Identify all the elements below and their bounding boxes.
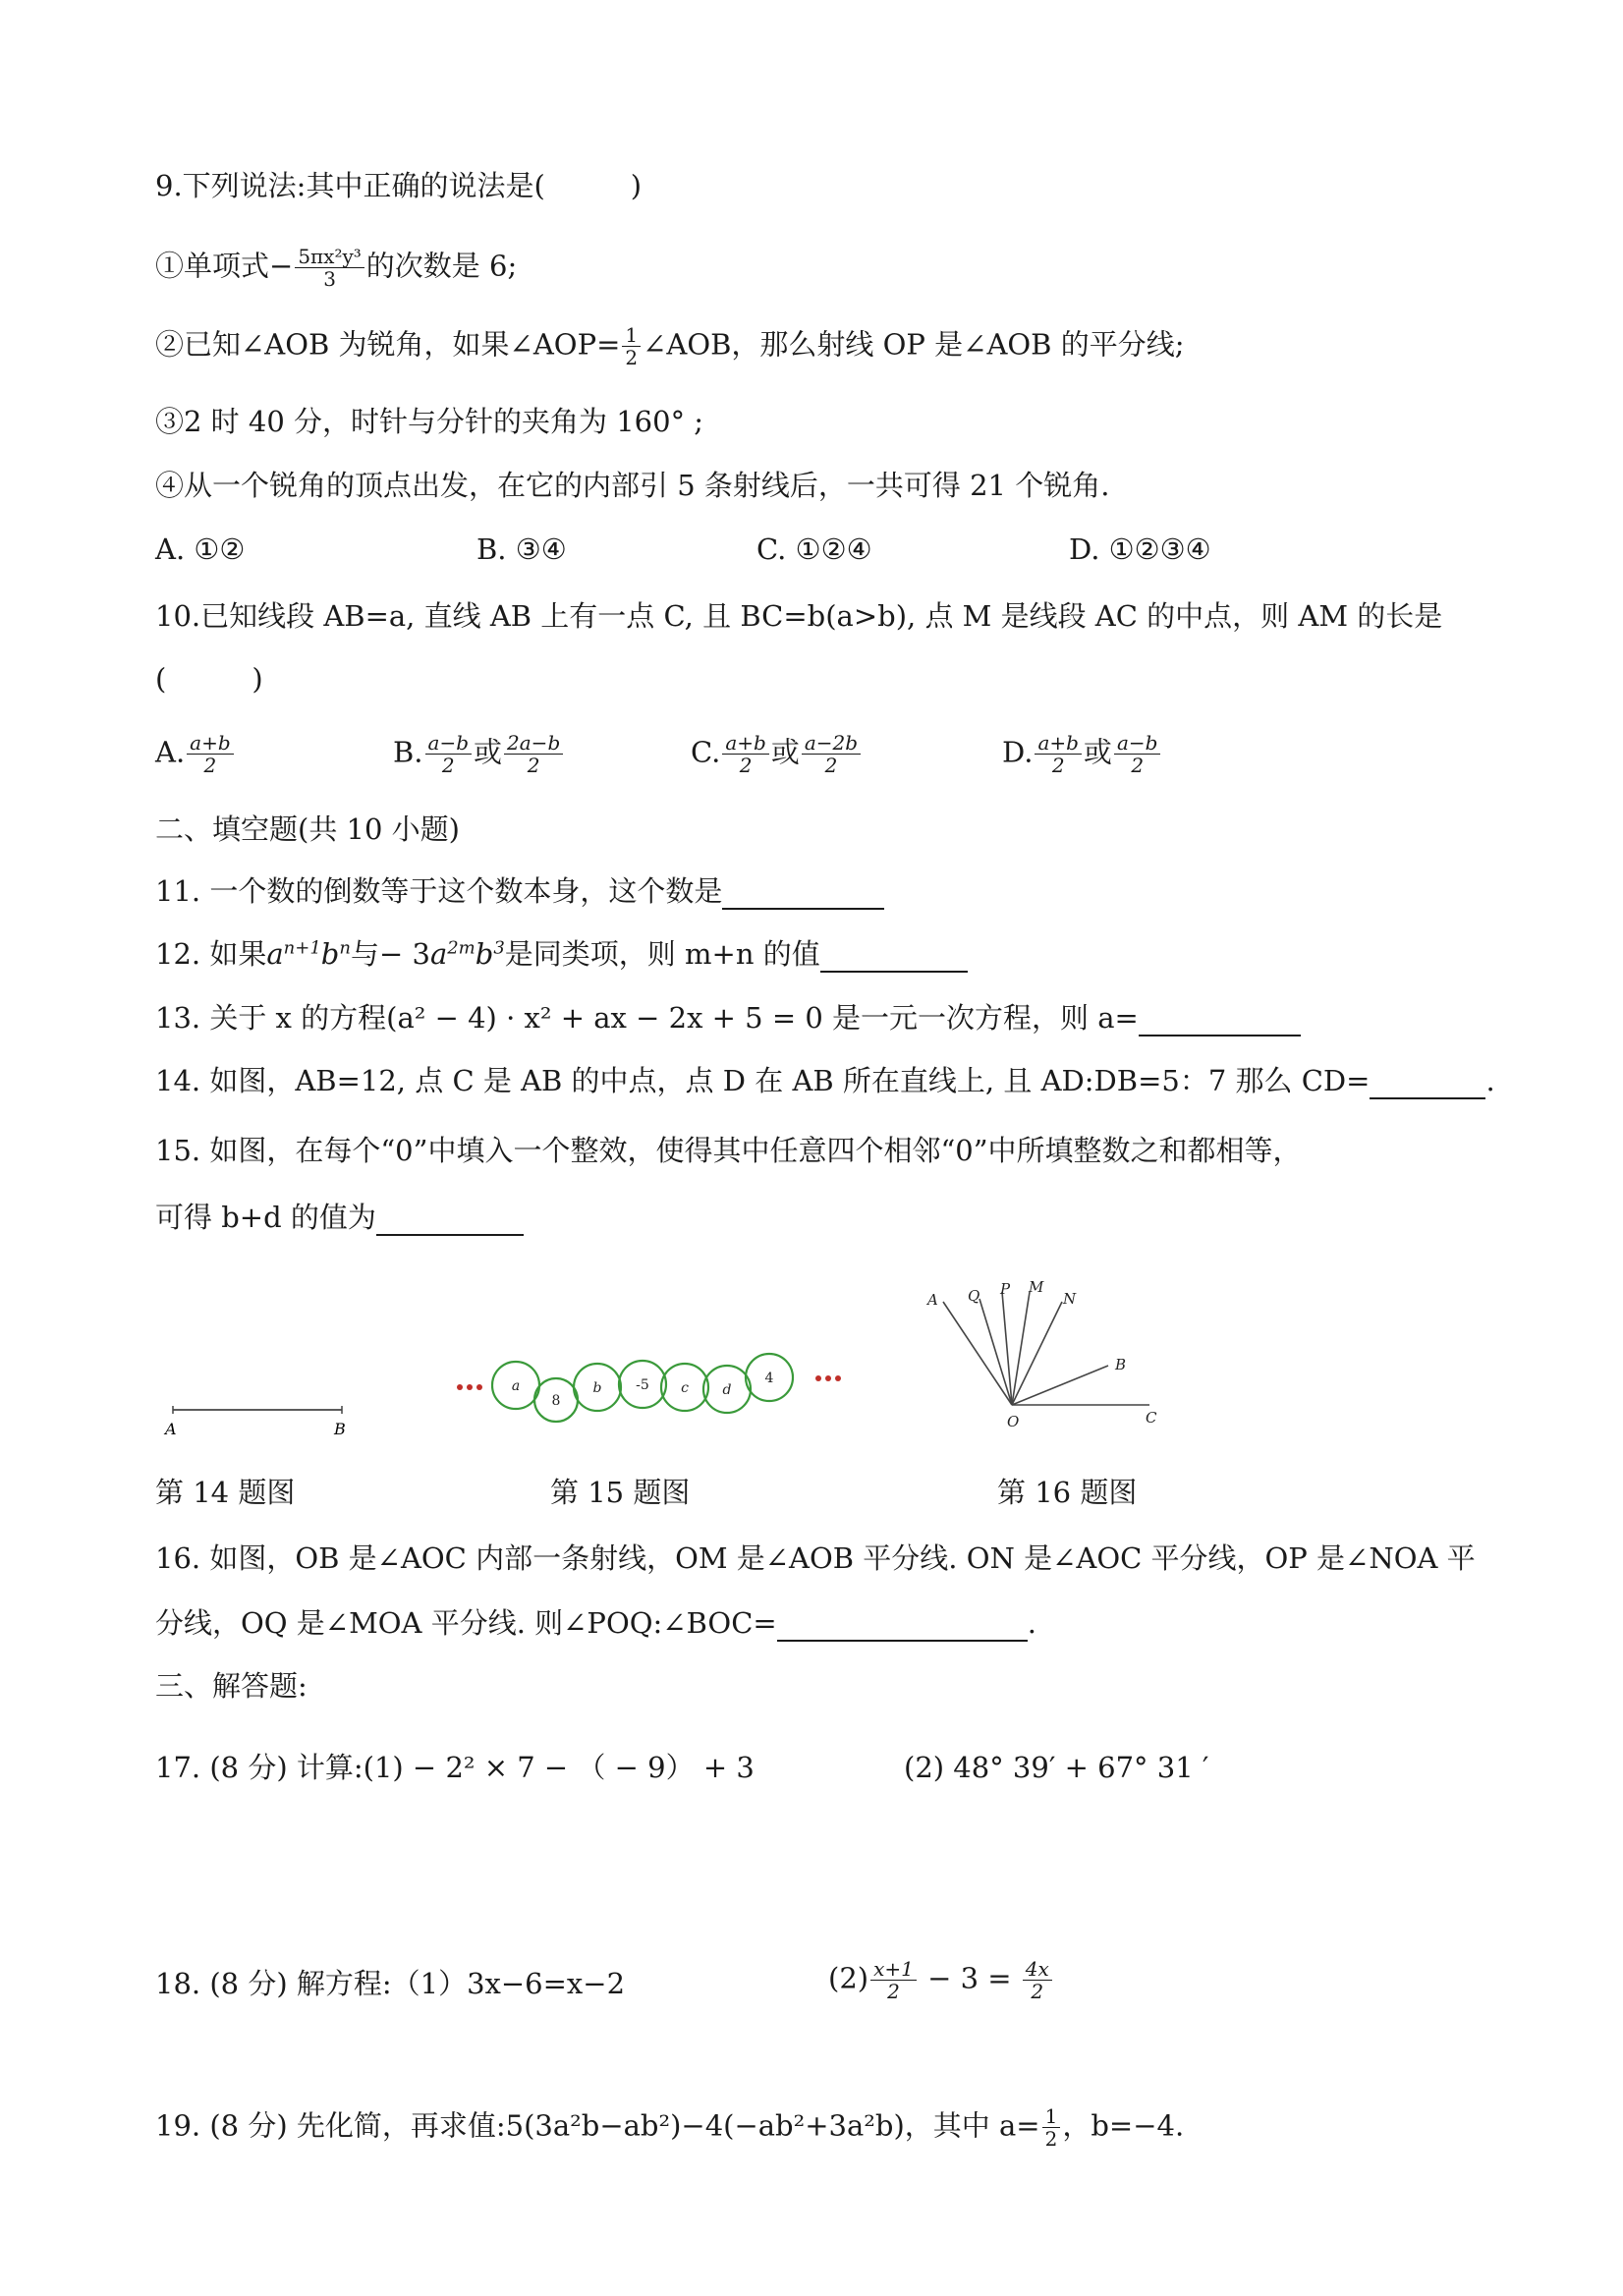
q9-option-b: B. ③④: [476, 532, 567, 566]
q15-line-2: 可得 b+d 的值为: [155, 1199, 524, 1236]
q15-line-1: 15. 如图，在每个“0”中填入一个整效，使得其中任意四个相邻“0”中所填整数之和都相等，: [155, 1134, 1302, 1167]
q9-option-c: C. ①②④: [756, 532, 872, 566]
label-b: B: [1115, 1356, 1127, 1373]
circle-label: 4: [764, 1371, 774, 1386]
label-c: C: [1146, 1409, 1157, 1427]
q9-statement-3: ③2 时 40 分，时针与分针的夹角为 160° ;: [155, 405, 704, 438]
circle-label: 8: [551, 1393, 561, 1409]
circle-label: d: [722, 1382, 732, 1398]
answer-blank[interactable]: [722, 878, 884, 910]
q17-part-2: (2) 48° 39′ + 67° 31 ′: [904, 1751, 1209, 1784]
circle-label: a: [511, 1378, 521, 1394]
answer-blank[interactable]: [1370, 1068, 1485, 1099]
q12: 12. 如果$a^{n+1}b^n$与− $3a^{2m}b^3$是同类项，则 m+n 的值: [155, 935, 968, 973]
q9-option-a: A. ①②: [155, 532, 246, 566]
figure-14: [157, 1375, 354, 1444]
q10-paren: ( ): [155, 662, 263, 696]
q9-statement-4: ④从一个锐角的顶点出发，在它的内部引 5 条射线后，一共可得 21 个锐角.: [155, 469, 1110, 502]
section-solve: 三、解答题:: [155, 1669, 308, 1703]
q11: 11. 一个数的倒数等于这个数本身，这个数是: [155, 872, 884, 910]
q10-option-d: D. $\frac{a+b}{2}$ 或 $\frac{a-b}{2}$: [1002, 732, 1162, 776]
q14: 14. 如图，AB=12, 点 C 是 AB 的中点，点 D 在 AB 所在直线上, 且 AD:DB=5：7 那么 CD= .: [155, 1064, 1495, 1097]
circle-label: b: [592, 1380, 602, 1396]
circle-label: -5: [636, 1377, 649, 1393]
q13: 13. 关于 x 的方程(a² − 4) · x² + ax − 2x + 5 = 0 是一元一次方程，则 a=: [155, 999, 1301, 1036]
label-a: A: [927, 1291, 938, 1309]
q10-option-c: C. $\frac{a+b}{2}$ 或 $\frac{a-2b}{2}$: [691, 732, 863, 776]
fig14-caption: 第 14 题图: [155, 1476, 296, 1509]
label-m: M: [1029, 1278, 1044, 1296]
q10-option-b: B. $\frac{a-b}{2}$ 或 $\frac{2a-b}{2}$: [393, 732, 565, 776]
q19: 19. (8 分) 先化简，再求值:5(3a²b−ab²)−4(−ab²+3a²b)，其中 a= $\frac{1}{2}$ ，b=−4.: [155, 2104, 1185, 2151]
q16-line-2: 分线，OQ 是∠MOA 平分线. 则∠POQ:∠BOC= .: [155, 1606, 1036, 1640]
q10-stem: 10.已知线段 AB=a, 直线 AB 上有一点 C, 且 BC=b(a>b), 点 M 是线段 AC 的中点，则 AM 的长是: [155, 599, 1443, 633]
answer-blank[interactable]: [376, 1204, 524, 1236]
fraction: $\frac{1}{2}$: [622, 324, 641, 368]
fig15-caption: 第 15 题图: [550, 1476, 691, 1509]
q9-statement-2: ②已知∠AOB 为锐角，如果∠AOP= $\frac{1}{2}$ ∠AOB，那么射线 OP 是∠AOB 的平分线;: [155, 323, 1185, 369]
label-p: P: [1000, 1280, 1011, 1298]
q9-option-d: D. ①②③④: [1069, 532, 1211, 566]
q16-line-1: 16. 如图，OB 是∠AOC 内部一条射线，OM 是∠AOB 平分线. ON 是∠AOC 平分线，OP 是∠NOA 平: [155, 1541, 1476, 1575]
q9-statement-1: ①单项式− $\frac{\text{5πx²y³}}{3}$ 的次数是 6;: [155, 245, 518, 291]
q18-part-2: (2) $\frac{x+1}{2}$ − 3 = $\frac{4x}{2}$: [828, 1958, 1054, 2002]
figure-16: [914, 1267, 1169, 1434]
point-a-label: A: [165, 1420, 177, 1438]
q9-stem: 9.下列说法:其中正确的说法是( ): [155, 169, 643, 202]
q10-option-a: A. $\frac{a+b}{2}$: [155, 732, 236, 776]
circle-label: c: [681, 1380, 689, 1396]
point-b-label: B: [334, 1420, 346, 1438]
answer-blank[interactable]: [820, 941, 968, 973]
answer-blank[interactable]: [777, 1610, 1028, 1642]
fraction: $\frac{\text{5πx²y³}}{3}$: [295, 246, 364, 290]
q17-part-1: 17. (8 分) 计算:(1) − 2² × 7 − （ − 9） + 3: [155, 1751, 755, 1784]
q18-part-1: 18. (8 分) 解方程:（1）3x−6=x−2: [155, 1967, 626, 2000]
label-o: O: [1007, 1413, 1020, 1430]
label-q: Q: [968, 1287, 980, 1305]
label-n: N: [1063, 1290, 1077, 1308]
figure-15: [452, 1341, 845, 1439]
answer-blank[interactable]: [1139, 1005, 1301, 1036]
section-fill-in: 二、填空题(共 10 小题): [155, 812, 460, 846]
fig16-caption: 第 16 题图: [997, 1476, 1138, 1509]
